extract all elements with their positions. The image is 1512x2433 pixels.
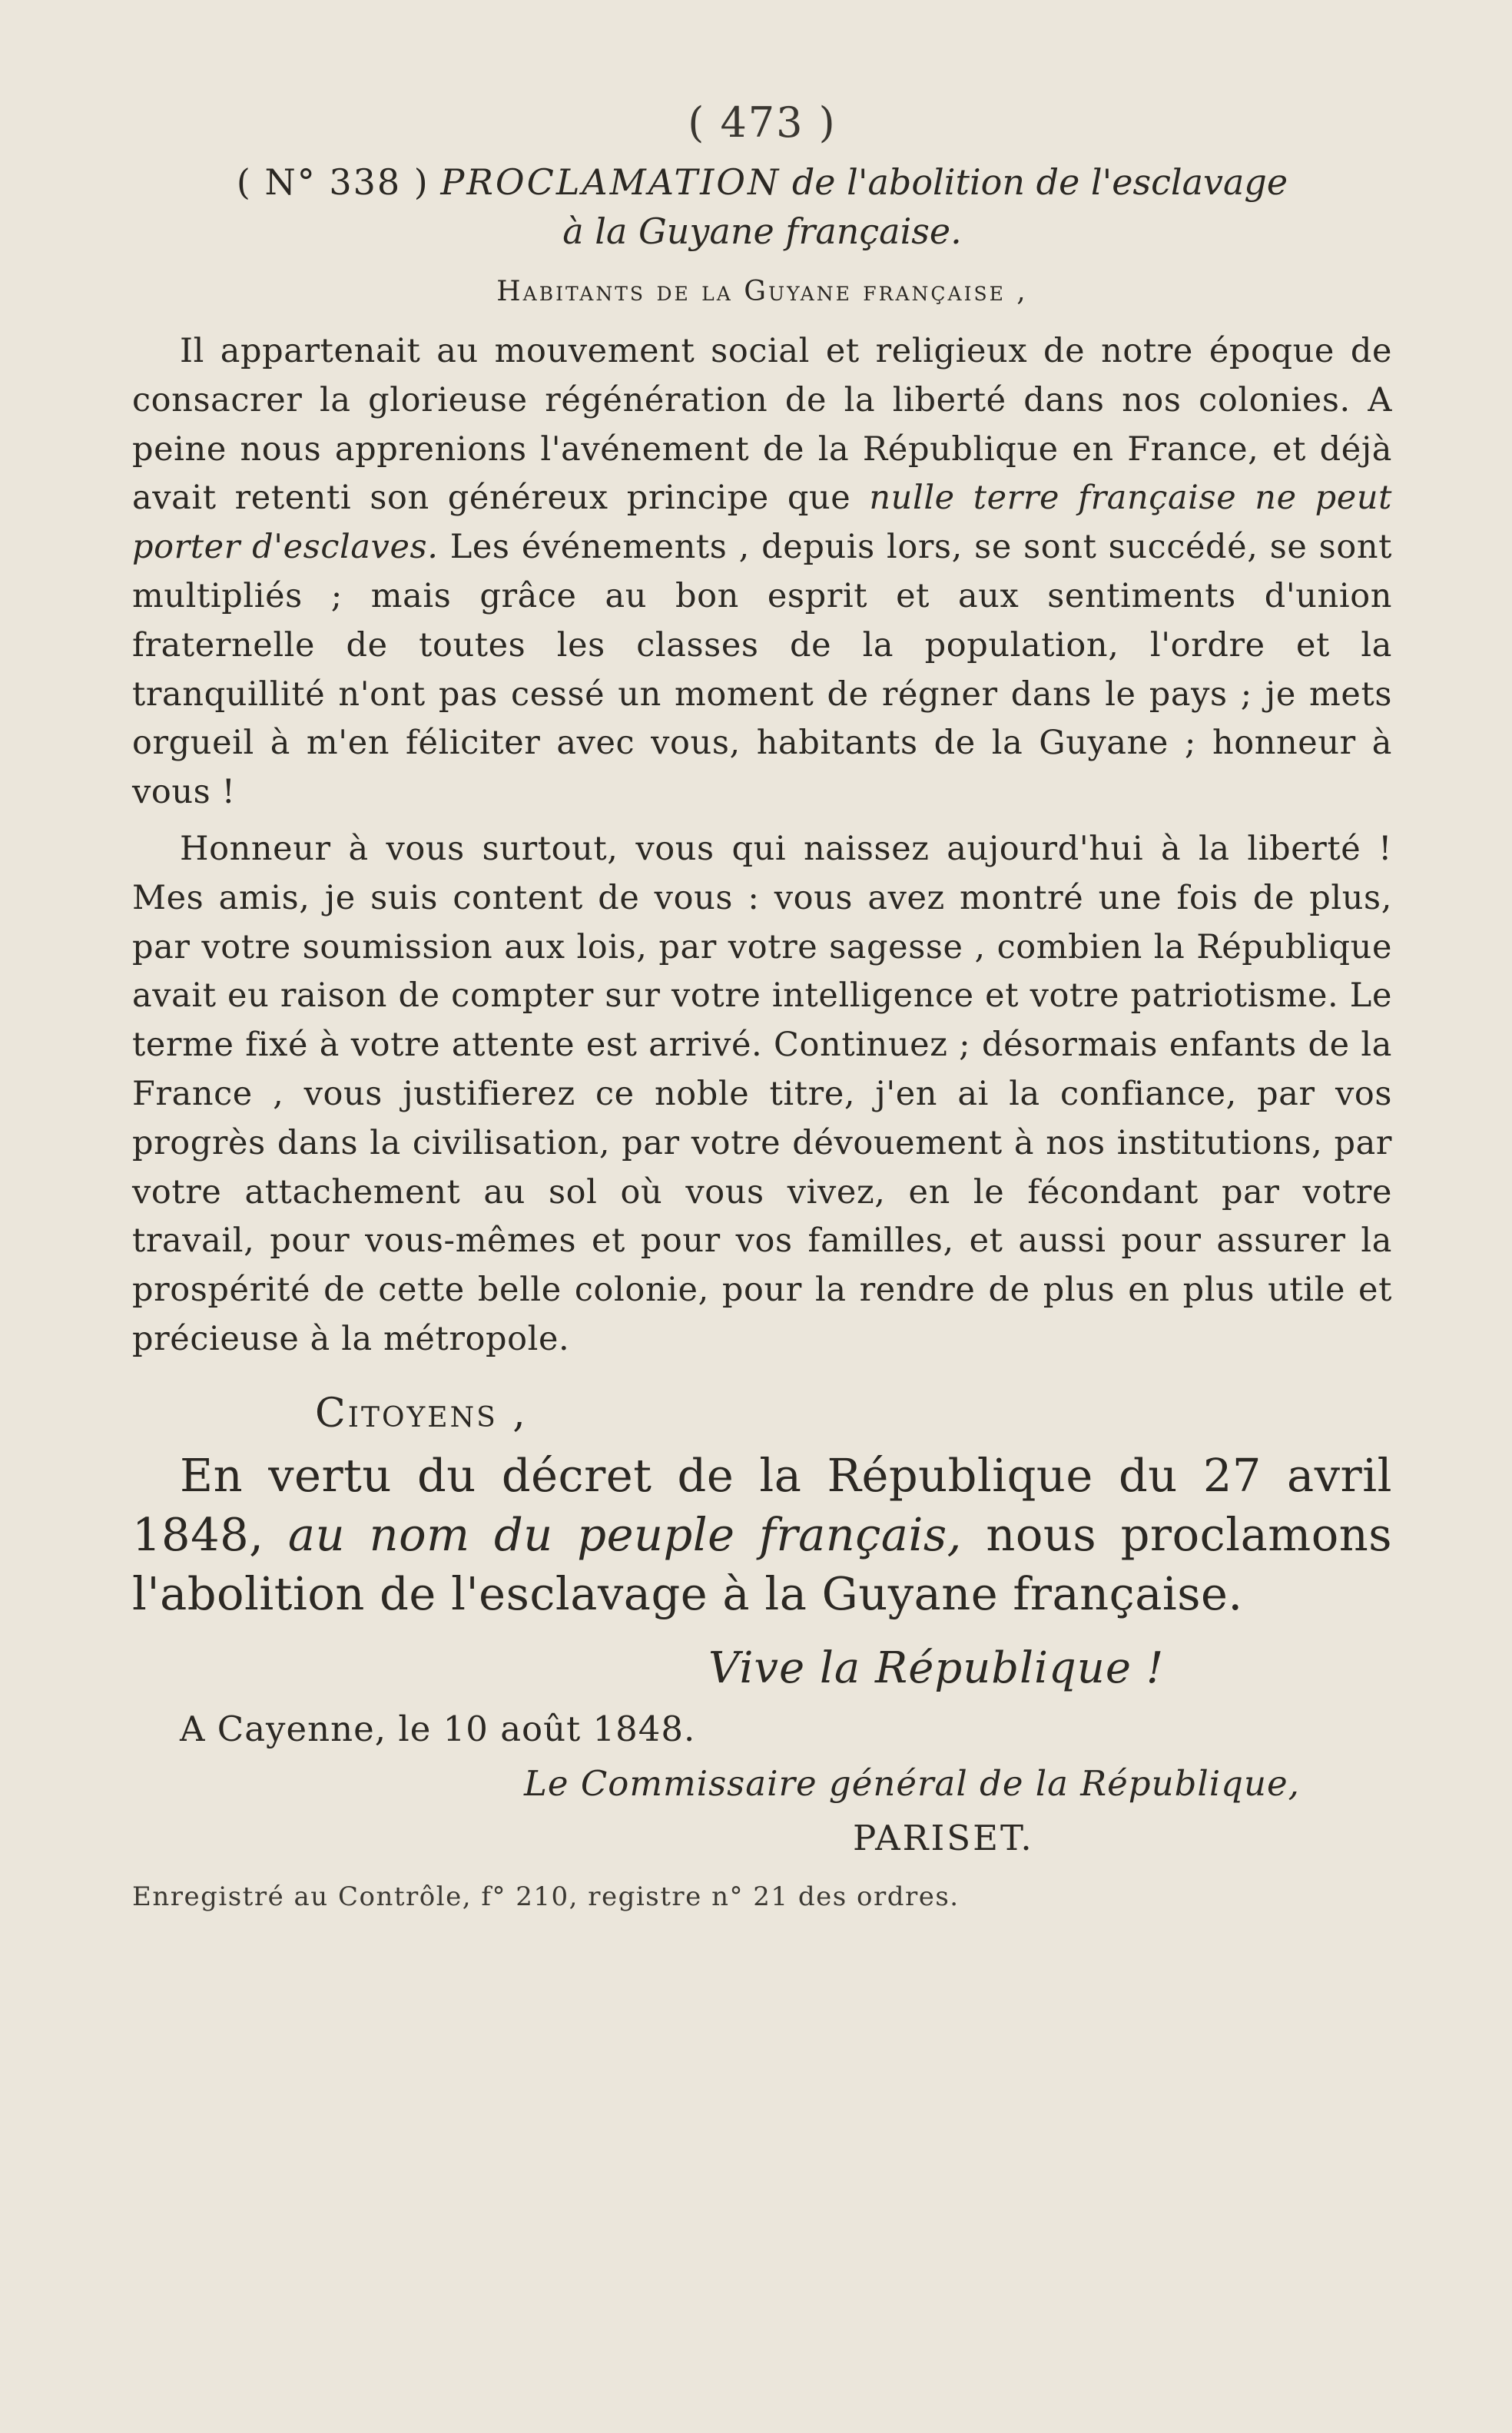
paragraph-1-quote: nulle terre française ne peut porter d'esclaves. (132, 479, 1393, 567)
decree-quote: au nom du peuple français, (287, 1507, 962, 1561)
proclamation-title-line2: à la Guyane française. (562, 210, 962, 252)
registration-note: Enregistré au Contrôle, f° 210, registre n° 21 des ordres. (132, 1881, 960, 1912)
paragraph-1 (132, 327, 1392, 817)
proclamation-heading (132, 157, 1392, 207)
paragraph-1-end: Les événements , depuis lors, se sont succédé, se sont multipliés ; mais grâce au bon esprit et aux sentiments d'union fraternelle de toutes les classes de la population, l'ordre et la tranquillité n'ont pas cessé un moment de régner dans le pays ; je mets orgueil à m'en féliciter avec vous, habitants de la Guyane ; honneur à vous ! (132, 528, 1393, 812)
page-number: ( 473 ) (688, 98, 837, 147)
proclamation-title-main: PROCLAMATION (440, 161, 781, 203)
proclamation-number: ( N° 338 ) (236, 161, 429, 203)
decree-paragraph (132, 1446, 1392, 1623)
vive-la-republique: Vive la République ! (708, 1642, 1165, 1693)
decree-start: En vertu du décret de la République du 27 avril 1848, (132, 1448, 1392, 1561)
citoyens-heading: Citoyens , (315, 1390, 528, 1437)
proclamation-title-rest: de l'abolition de l'esclavage (791, 161, 1288, 203)
place-date: A Cayenne, le 10 août 1848. (180, 1708, 696, 1749)
signatory-title: Le Commissaire général de la République, (524, 1762, 1300, 1804)
signatory-name: PARISET. (853, 1817, 1034, 1858)
salutation: Habitants de la Guyane française , (496, 276, 1028, 307)
page-content (132, 98, 1392, 1912)
paragraph-1-start: Il appartenait au mouvement social et religieux de notre époque de consacrer la glorieuse régénération de la liberté dans nos colonies. A peine nous apprenions l'avénement de la République en France, et déjà avait retenti son généreux principe que (132, 332, 1392, 518)
paragraph-2: Honneur à vous surtout, vous qui naissez aujourd'hui à la liberté ! Mes amis, je suis content de vous : vous avez montré une fois de plus, par votre soumission aux lois, par votre sagesse , combien la République avait eu raison de compter sur votre intelligence et votre patriotisme. Le terme fixé à votre attente est arrivé. Continuez ; désormais enfants de la France , vous justifierez ce noble titre, j'en ai la confiance, par vos progrès dans la civilisation, par votre dévouement à nos institutions, par votre attachement au sol où vous vivez, en le fécondant par votre travail, pour vous-mêmes et pour vos familles, et aussi pour assurer la prospérité de cette belle colonie, pour la rendre de plus en plus utile et précieuse à la métropole. (132, 829, 1392, 1358)
decree-end: nous proclamons l'abolition de l'esclavage à la Guyane française. (132, 1507, 1392, 1620)
